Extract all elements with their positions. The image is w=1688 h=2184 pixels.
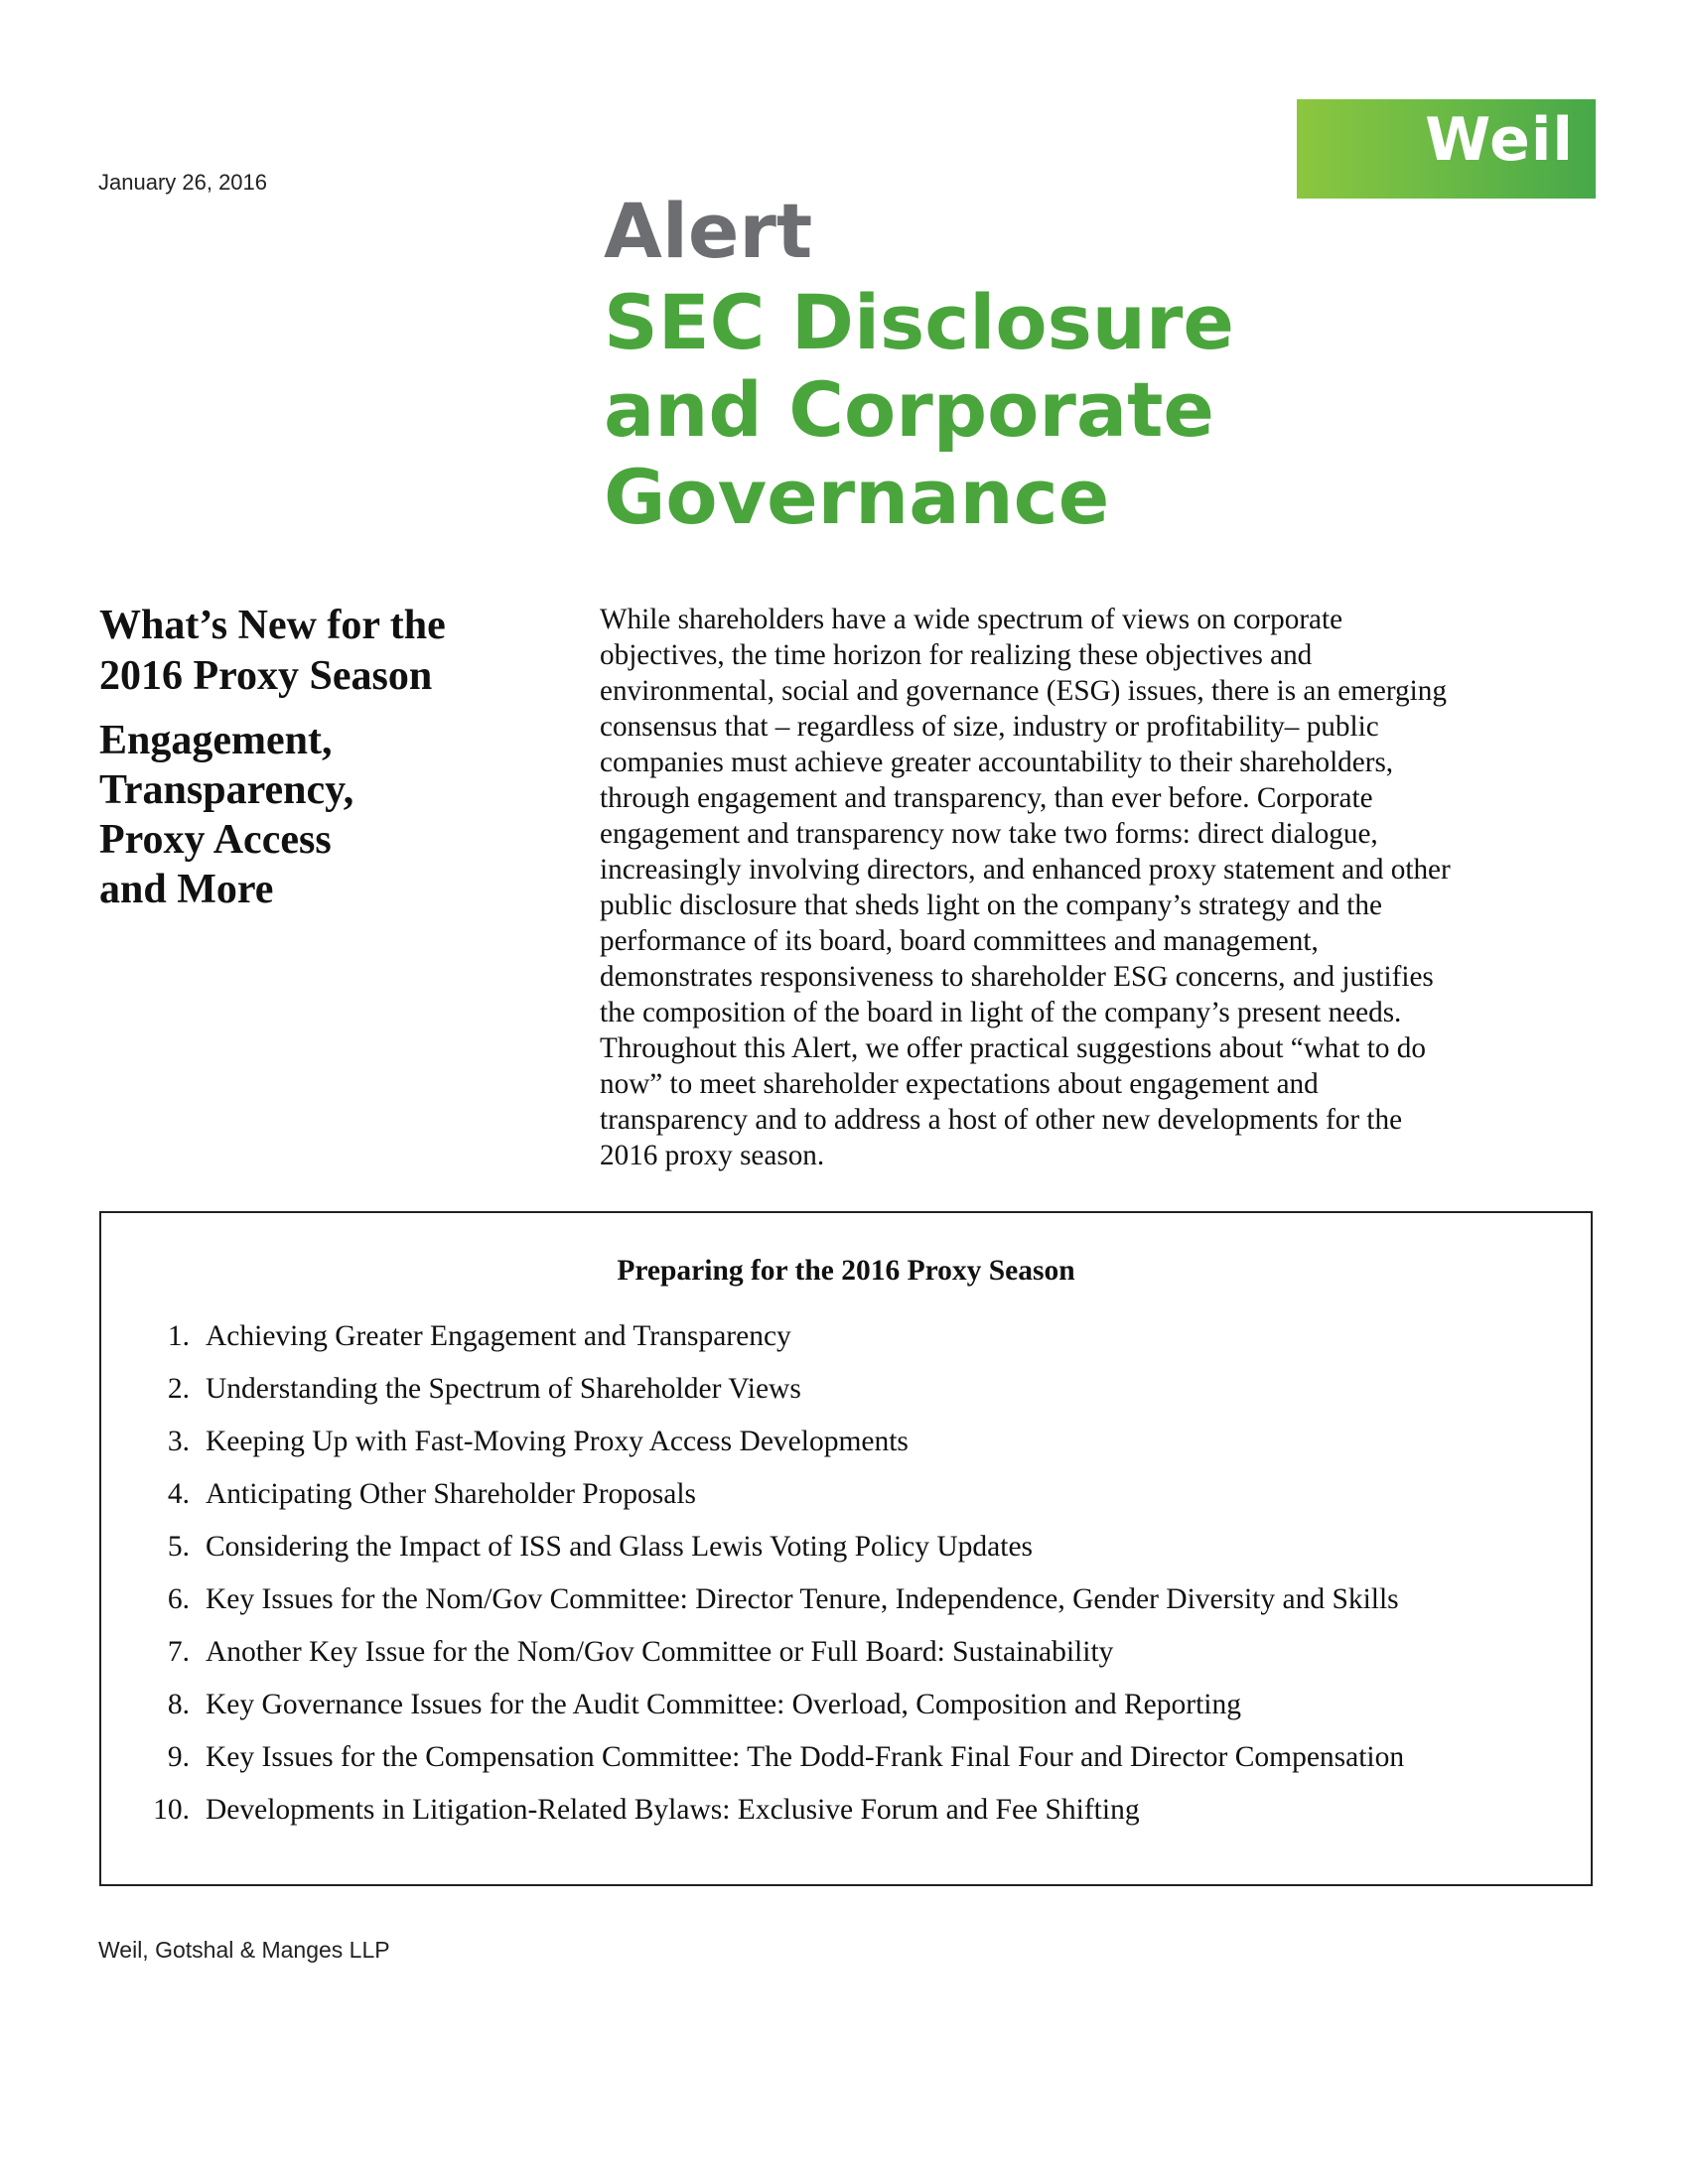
contents-box-title: Preparing for the 2016 Proxy Season [617, 1255, 1075, 1287]
intro-line: demonstrates responsiveness to shareholder ESG concerns, and justifies [600, 961, 1434, 993]
page-subheading [99, 716, 556, 914]
alert-title-line: and Corporate [604, 365, 1214, 454]
alert-title-line: Governance [604, 453, 1110, 541]
list-item-number: 5. [167, 1531, 190, 1563]
list-item-number: 6. [167, 1583, 190, 1615]
list-item [138, 1478, 1404, 1531]
list-item-text: Considering the Impact of ISS and Glass Lewis Voting Policy Updates [206, 1531, 1034, 1563]
list-item [138, 1741, 1404, 1794]
list-item-number: 2. [167, 1373, 190, 1405]
list-item-text: Keeping Up with Fast-Moving Proxy Access Developments [206, 1426, 909, 1457]
alert-label: Alert [604, 187, 813, 275]
intro-line: transparency and to address a host of other new developments for the [600, 1104, 1403, 1136]
list-item-text: Achieving Greater Engagement and Transparency [206, 1320, 791, 1352]
list-item-number: 9. [167, 1741, 190, 1773]
list-item-number: 7. [167, 1636, 190, 1668]
left-column [99, 601, 556, 914]
intro-line: Throughout this Alert, we offer practical suggestions about “what to do [600, 1032, 1426, 1064]
list-item-text: Anticipating Other Shareholder Proposals [206, 1478, 697, 1510]
intro-line: public disclosure that sheds light on the company’s strategy and the [600, 889, 1382, 921]
list-item-number: 3. [167, 1426, 190, 1457]
intro-line: While shareholders have a wide spectrum of views on corporate [600, 604, 1343, 635]
intro-line: increasingly involving directors, and enhanced proxy statement and other [600, 854, 1451, 886]
list-item-text: Key Governance Issues for the Audit Committee: Overload, Composition and Reporting [206, 1689, 1241, 1720]
list-item [138, 1426, 1404, 1478]
document-date: January 26, 2016 [98, 170, 268, 195]
footer-firm-name: Weil, Gotshal & Manges LLP [98, 1937, 390, 1963]
page-heading-line: 2016 Proxy Season [99, 653, 433, 699]
intro-line: companies must achieve greater accountability to their shareholders, [600, 747, 1394, 778]
intro-line: objectives, the time horizon for realizing these objectives and [600, 639, 1313, 671]
list-item [138, 1320, 1404, 1373]
intro-paragraph [600, 602, 1593, 1173]
intro-line: now” to meet shareholder expectations about engagement and [600, 1068, 1319, 1100]
list-item-text: Developments in Litigation-Related Bylaws: Exclusive Forum and Fee Shifting [206, 1794, 1140, 1826]
intro-line: environmental, social and governance (ESG) issues, there is an emerging [600, 675, 1447, 707]
contents-box [99, 1211, 1593, 1886]
list-item-text: Another Key Issue for the Nom/Gov Committee or Full Board: Sustainability [206, 1636, 1114, 1668]
intro-line: through engagement and transparency, than ever before. Corporate [600, 782, 1373, 814]
page-subheading-line: Transparency, [99, 767, 354, 813]
intro-line: the composition of the board in light of the company’s present needs. [600, 997, 1402, 1028]
logo-text: Weil [1425, 105, 1574, 175]
list-item-text: Key Issues for the Compensation Committee: The Dodd-Frank Final Four and Director Compensation [206, 1741, 1405, 1773]
list-item-number: 4. [167, 1478, 190, 1510]
list-item [138, 1636, 1404, 1689]
list-item-text: Key Issues for the Nom/Gov Committee: Director Tenure, Independence, Gender Diversity and Skills [206, 1583, 1399, 1615]
list-item [138, 1794, 1404, 1846]
intro-line: consensus that – regardless of size, industry or profitability– public [600, 711, 1379, 743]
page-heading-line: What’s New for the [99, 603, 446, 648]
list-item [138, 1689, 1404, 1741]
page-subheading-line: Proxy Access [99, 817, 332, 863]
list-item [138, 1583, 1404, 1636]
page-subheading-line: Engagement, [99, 718, 333, 763]
weil-logo [1297, 99, 1596, 199]
page-heading [99, 601, 556, 702]
list-item-number: 10. [153, 1794, 190, 1826]
list-item-text: Understanding the Spectrum of Shareholder Views [206, 1373, 801, 1405]
list-item [138, 1373, 1404, 1426]
list-item [138, 1531, 1404, 1583]
intro-line: performance of its board, board committees and management, [600, 925, 1319, 957]
alert-title-line: SEC Disclosure [604, 278, 1234, 366]
list-item-number: 1. [167, 1320, 190, 1352]
intro-line: engagement and transparency now take two forms: direct dialogue, [600, 818, 1378, 850]
intro-line: 2016 proxy season. [600, 1140, 825, 1171]
contents-list [138, 1320, 1404, 1846]
list-item-number: 8. [167, 1689, 190, 1720]
alert-title [604, 279, 1234, 541]
page-subheading-line: and More [99, 867, 274, 912]
